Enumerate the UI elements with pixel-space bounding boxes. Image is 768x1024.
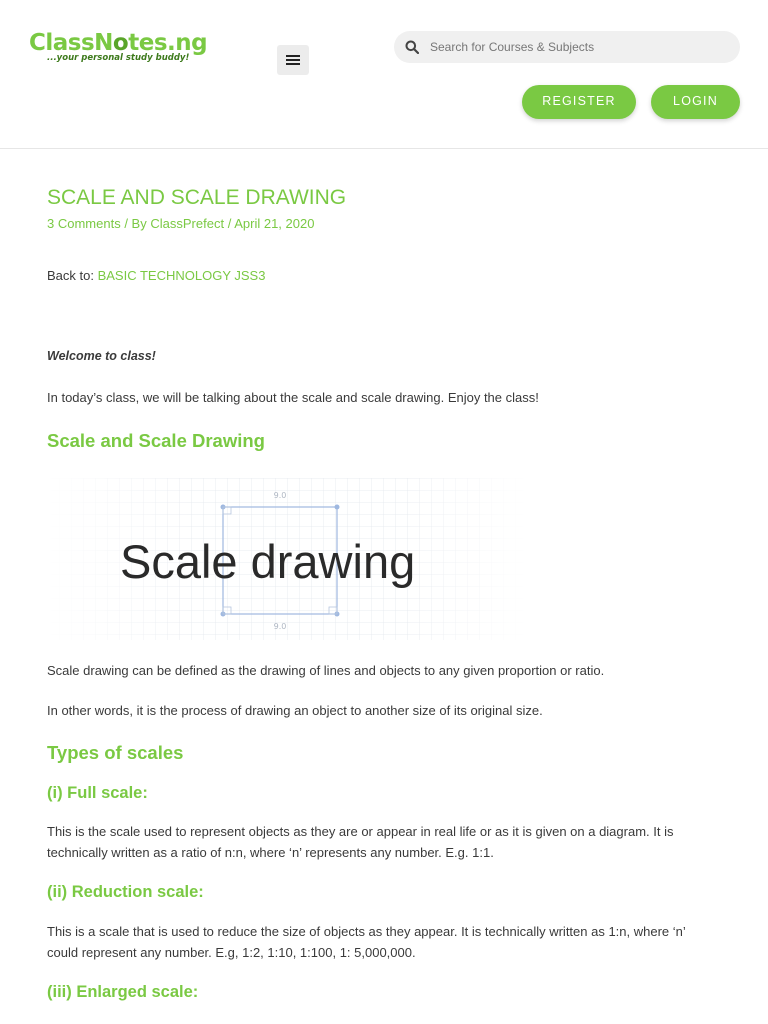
definition-paragraph: Scale drawing can be defined as the drawing of lines and objects to any given proportion or ratio. [47,663,605,678]
site-header [0,0,768,149]
post-meta [47,216,314,231]
search-bar [394,31,740,63]
meta-separator: / [227,216,232,231]
heading-enlarged-scale: (iii) Enlarged scale: [47,983,199,1001]
heading-reduction-scale: (ii) Reduction scale: [47,883,204,901]
comments-link[interactable]: 3 Comments [47,216,121,231]
image-caption-text: Scale drawing [120,535,416,588]
dimension-label-bottom: 9.0 [273,622,287,631]
heading-types-of-scales: Types of scales [47,742,184,763]
search-icon[interactable] [405,40,419,54]
hamburger-icon [286,59,300,61]
post-date: April 21, 2020 [234,216,315,231]
other-words-paragraph: In other words, it is the process of drawing an object to another size of its original size. [47,703,543,718]
site-logo[interactable] [29,29,207,63]
heading-full-scale: (i) Full scale: [47,784,148,802]
back-to-course [47,268,265,283]
reduction-scale-paragraph: This is a scale that is used to reduce the size of objects as they appear. It is technically written as 1:n, where ‘n’ could represent any number. E.g, 1:2, 1:10, 1:100, 1: 5,000,000. [47,924,686,960]
search-input[interactable] [430,31,730,63]
full-scale-paragraph: This is the scale used to represent objects as they are or appear in real life or as it is given on a diagram. It is technically written as a ratio of n:n, where ‘n’ represents any number. E.g. 1:1. [47,824,674,860]
author-link[interactable]: ClassPrefect [150,216,225,231]
logo-text-part: tes.ng [128,30,208,56]
hamburger-icon [286,55,300,57]
logo-text-part: ClassN [29,30,113,56]
back-prefix: Back to: [47,268,94,283]
logo-o-icon: o [112,30,129,56]
register-button[interactable]: REGISTER [522,85,636,119]
course-link[interactable]: BASIC TECHNOLOGY JSS3 [97,268,266,283]
scale-drawing-image [47,478,527,640]
logo-tagline: ...your personal study buddy! [47,53,190,63]
intro-paragraph: In today’s class, we will be talking about the scale and scale drawing. Enjoy the class! [47,390,539,405]
post-title: SCALE AND SCALE DRAWING [47,186,347,209]
scale-drawing-illustration [47,478,527,640]
meta-by: / By [124,216,147,231]
dimension-label-top: 9.0 [273,491,287,500]
welcome-text: Welcome to class! [47,349,156,363]
login-button[interactable]: LOGIN [651,85,740,119]
menu-toggle-button[interactable] [277,45,309,75]
hamburger-icon [286,63,300,65]
heading-scale-drawing: Scale and Scale Drawing [47,430,265,451]
